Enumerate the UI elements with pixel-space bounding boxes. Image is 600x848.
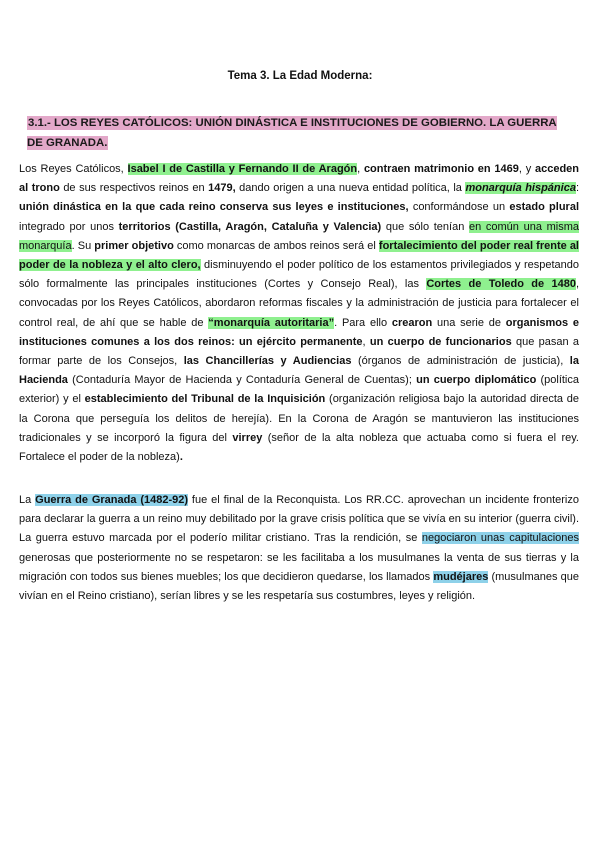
section-heading	[27, 113, 567, 153]
page-title: Tema 3. La Edad Moderna:	[227, 70, 373, 82]
highlight-green: “monarquía autoritaria”	[208, 316, 335, 329]
highlight-green: Cortes de Toledo de 1480	[426, 278, 576, 291]
section-heading-text: 3.1.- LOS REYES CATÓLICOS: UNIÓN DINÁSTICA E INSTITUCIONES DE GOBIERNO. LA GUERRA DE GRANADA.	[27, 117, 557, 149]
highlight-blue: mudéjares	[433, 570, 489, 583]
paragraph-guerra-granada: La Guerra de Granada (1482-92) fue el final de la Reconquista. Los RR.CC. aprovechan un incidente fronterizo para declarar la guerra a un reino muy debilitado por la grave crisis política que se vivía en su interior (guerra civil). La guerra estuvo marcada por el poderío militar cristiano. Tras la rendición, se negociaron unas capitulaciones generosas que posteriormente no se respetaron: se les facilitaba a los musulmanes la venta de sus tierras y la migración con todos sus bienes muebles; los que decidieron quedarse, los llamados mudéjares (musulmanes que vivían en el Reino cristiano), serían libres y se les respetaría sus costumbres, leyes y religión.	[19, 494, 580, 603]
highlight-blue: Guerra de Granada (1482-92)	[35, 494, 189, 506]
highlight-green: Isabel I de Castilla y Fernando II de Aragón	[127, 163, 358, 175]
paragraph-reyes-catolicos: Los Reyes Católicos, Isabel I de Castilla y Fernando II de Aragón, contraen matrimonio en 1469, y acceden al trono de sus respectivos reinos en 1479, dando origen a una nueva entidad política, la monarquía hispánica: unión dinástica en la que cada reino conserva sus leyes e instituciones, conformándose un estado plural integrado por unos territorios (Castilla, Aragón, Cataluña y Valencia) que sólo tenían en común una misma monarquía. Su primer objetivo como monarcas de ambos reinos será el fortalecimiento del poder real frente al poder de la nobleza y el alto clero, disminuyendo el poder político de los estamentos privilegiados y respetando sólo formalmente las principales instituciones (Cortes y Consejo Real), las Cortes de Toledo de 1480, convocadas por los Reyes Católicos, abordaron reformas fiscales y la administración de justicia para fortalecer el control real, de ahí que se hable de “monarquía autoritaria”. Para ello crearon una serie de organismos e instituciones comunes a los dos reinos: un ejército permanente, un cuerpo de funcionarios que pasan a formar parte de los Consejos, las Chancillerías y Audiencias (órganos de administración de justicia), la Hacienda (Contaduría Mayor de Hacienda y Contaduría General de Cuentas); un cuerpo diplomático (política exterior) y el establecimiento del Tribunal de la Inquisición (organización religiosa bajo la autoridad directa de la Corona que perseguía los delitos de herejía). En la Corona de Aragón se mantuvieron las instituciones tradicionales y se incorporó la figura del virrey (señor de la alta nobleza que actuaba como si fuera el rey. Fortalece el poder de la nobleza).	[19, 163, 580, 464]
highlight-green: monarquía hispánica	[465, 182, 576, 195]
highlight-green: en común una misma monarquía	[19, 220, 579, 252]
highlight-green: fortalecimiento del poder real frente al poder de la nobleza y el alto clero,	[19, 239, 579, 272]
highlight-blue: negociaron unas capitulaciones	[421, 532, 580, 545]
